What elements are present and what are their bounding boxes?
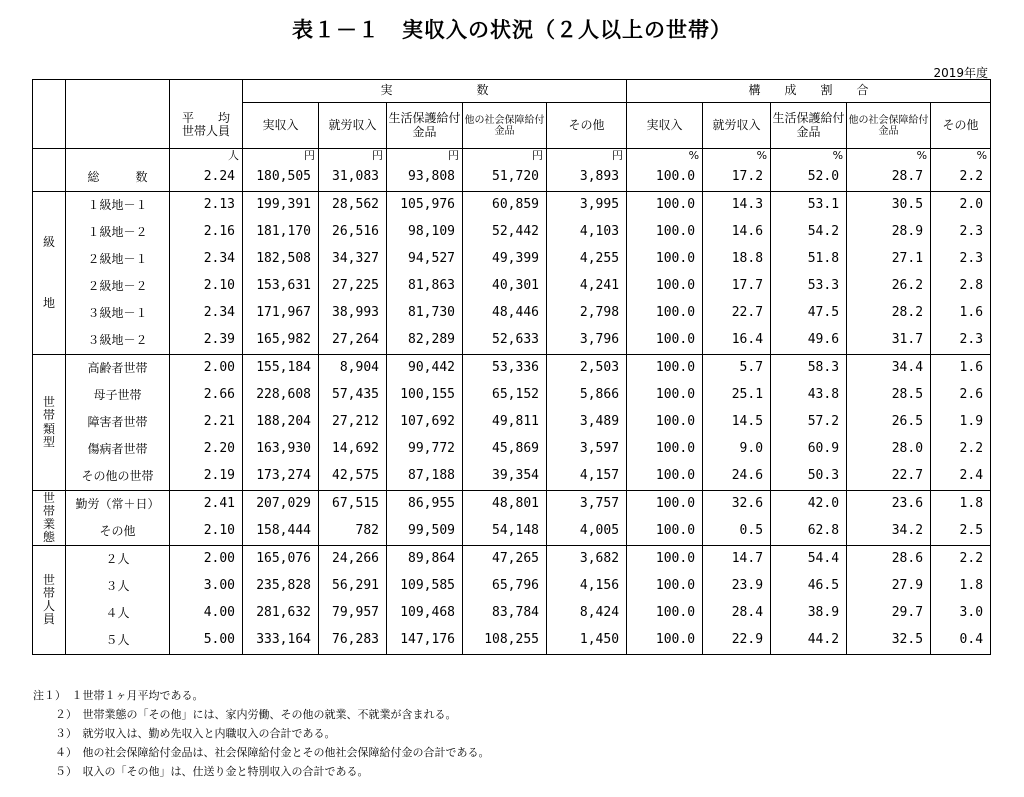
value-cell: 2.3 <box>931 219 991 246</box>
value-cell: 4,255 <box>547 246 627 273</box>
note: ２） 世帯業態の「その他」には、家内労働、その他の就業、不就業が含まれる。 <box>33 708 457 721</box>
value-cell: 2.2 <box>931 436 991 463</box>
value-cell: 2.3 <box>931 327 991 355</box>
value-cell: 29.7 <box>847 600 931 627</box>
value-cell: 28.6 <box>847 546 931 574</box>
table-row <box>33 463 991 491</box>
value-cell: 53.3 <box>771 273 847 300</box>
group-label <box>33 491 66 546</box>
value-cell: 58.3 <box>771 355 847 383</box>
group-cell <box>33 149 66 192</box>
row-label: 総 数 <box>66 164 170 192</box>
notes <box>33 686 490 781</box>
col-shuro: 就労収入 <box>319 103 387 149</box>
group-label-char: 態 <box>42 530 55 545</box>
row-label: ５人 <box>66 627 170 655</box>
value-cell: 40,301 <box>463 273 547 300</box>
value-cell: 3,893 <box>547 164 627 192</box>
value-cell: 100.0 <box>627 327 703 355</box>
value-cell: 23.6 <box>847 491 931 519</box>
value-cell: 22.7 <box>703 300 771 327</box>
row-label: ２級地－１ <box>66 246 170 273</box>
value-cell: 54.2 <box>771 219 847 246</box>
value-cell: 100.0 <box>627 219 703 246</box>
value-cell: 109,585 <box>387 573 463 600</box>
value-cell: 62.8 <box>771 518 847 546</box>
value-cell: 2.34 <box>170 246 243 273</box>
units-row <box>33 149 991 165</box>
value-cell: 42.0 <box>771 491 847 519</box>
value-cell: 9.0 <box>703 436 771 463</box>
value-cell: 60,859 <box>463 192 547 220</box>
table-row <box>33 546 991 574</box>
value-cell: 181,170 <box>243 219 319 246</box>
unit-cell: % <box>771 149 847 165</box>
unit-cell: 円 <box>463 149 547 165</box>
value-cell: 52.0 <box>771 164 847 192</box>
group-label <box>33 546 66 655</box>
value-cell: 42,575 <box>319 463 387 491</box>
table-row <box>33 164 991 192</box>
header-heikin-top <box>170 80 243 103</box>
value-cell: 49,811 <box>463 409 547 436</box>
value-cell: 100.0 <box>627 246 703 273</box>
table-row <box>33 273 991 300</box>
value-cell: 153,631 <box>243 273 319 300</box>
value-cell: 24,266 <box>319 546 387 574</box>
value-cell: 2.34 <box>170 300 243 327</box>
value-cell: 27.1 <box>847 246 931 273</box>
value-cell: 28.4 <box>703 600 771 627</box>
value-cell: 2.0 <box>931 192 991 220</box>
value-cell: 3,796 <box>547 327 627 355</box>
note: ４） 他の社会保障給付金品は、社会保障給付金とその他社会保障給付金の合計である。 <box>33 746 490 759</box>
value-cell: 31.7 <box>847 327 931 355</box>
group-label-char: 地 <box>42 296 55 310</box>
year-label: 2019年度 <box>933 66 988 80</box>
value-cell: 100.0 <box>627 409 703 436</box>
group-label <box>33 355 66 491</box>
row-label: 傷病者世帯 <box>66 436 170 463</box>
unit-cell: % <box>703 149 771 165</box>
value-cell: 32.6 <box>703 491 771 519</box>
value-cell: 2.2 <box>931 164 991 192</box>
value-cell: 108,255 <box>463 627 547 655</box>
row-label: その他 <box>66 518 170 546</box>
value-cell: 2.19 <box>170 463 243 491</box>
value-cell: 27.9 <box>847 573 931 600</box>
value-cell: 38.9 <box>771 600 847 627</box>
col2-sonota: その他 <box>931 103 991 149</box>
group-label-char: 業 <box>42 517 55 531</box>
group-label-char: 世 <box>42 572 55 587</box>
value-cell: 199,391 <box>243 192 319 220</box>
value-cell: 34.2 <box>847 518 931 546</box>
value-cell: 98,109 <box>387 219 463 246</box>
value-cell: 4,157 <box>547 463 627 491</box>
value-cell: 28.7 <box>847 164 931 192</box>
value-cell: 57.2 <box>771 409 847 436</box>
value-cell: 89,864 <box>387 546 463 574</box>
value-cell: 49,399 <box>463 246 547 273</box>
value-cell: 17.7 <box>703 273 771 300</box>
value-cell: 34.4 <box>847 355 931 383</box>
value-cell: 8,904 <box>319 355 387 383</box>
value-cell: 53,336 <box>463 355 547 383</box>
value-cell: 147,176 <box>387 627 463 655</box>
value-cell: 65,796 <box>463 573 547 600</box>
value-cell: 188,204 <box>243 409 319 436</box>
col2-shakaihosho: 他の社会保障給付金品 <box>847 103 931 149</box>
table-row <box>33 192 991 220</box>
unit-cell: 人 <box>170 149 243 165</box>
value-cell: 3.00 <box>170 573 243 600</box>
header-heikin: 平 均 世帯人員 <box>170 103 243 149</box>
col2-shuro: 就労収入 <box>703 103 771 149</box>
value-cell: 52,442 <box>463 219 547 246</box>
value-cell: 16.4 <box>703 327 771 355</box>
value-cell: 28.0 <box>847 436 931 463</box>
value-cell: 65,152 <box>463 382 547 409</box>
header-jissu: 実 数 <box>243 80 627 103</box>
value-cell: 100.0 <box>627 436 703 463</box>
unit-cell: % <box>931 149 991 165</box>
value-cell: 46.5 <box>771 573 847 600</box>
value-cell: 56,291 <box>319 573 387 600</box>
value-cell: 100.0 <box>627 518 703 546</box>
row-label: 勤労（常＋日） <box>66 491 170 519</box>
table-row <box>33 491 991 519</box>
table-row <box>33 355 991 383</box>
group-label <box>33 192 66 355</box>
unit-cell: % <box>627 149 703 165</box>
value-cell: 5,866 <box>547 382 627 409</box>
value-cell: 163,930 <box>243 436 319 463</box>
value-cell: 81,730 <box>387 300 463 327</box>
row-label: 高齢者世帯 <box>66 355 170 383</box>
value-cell: 2.8 <box>931 273 991 300</box>
table-row <box>33 436 991 463</box>
header-corner <box>33 80 66 103</box>
label-cell <box>66 149 170 165</box>
value-cell: 51.8 <box>771 246 847 273</box>
value-cell: 100.0 <box>627 192 703 220</box>
row-label: ２級地－２ <box>66 273 170 300</box>
value-cell: 79,957 <box>319 600 387 627</box>
page-title: 表１－１ 実収入の状況（２人以上の世帯） <box>292 18 732 42</box>
value-cell: 52,633 <box>463 327 547 355</box>
unit-cell: % <box>847 149 931 165</box>
value-cell: 4,103 <box>547 219 627 246</box>
value-cell: 100.0 <box>627 627 703 655</box>
value-cell: 1.9 <box>931 409 991 436</box>
value-cell: 100.0 <box>627 300 703 327</box>
value-cell: 2.21 <box>170 409 243 436</box>
value-cell: 43.8 <box>771 382 847 409</box>
row-label: ４人 <box>66 600 170 627</box>
value-cell: 173,274 <box>243 463 319 491</box>
col2-seikatsuhogo: 生活保護給付金品 <box>771 103 847 149</box>
value-cell: 2.66 <box>170 382 243 409</box>
col-jissyunyu: 実収入 <box>243 103 319 149</box>
value-cell: 99,772 <box>387 436 463 463</box>
value-cell: 2.13 <box>170 192 243 220</box>
col2-jissyunyu: 実収入 <box>627 103 703 149</box>
table-row <box>33 573 991 600</box>
value-cell: 26.2 <box>847 273 931 300</box>
value-cell: 5.7 <box>703 355 771 383</box>
value-cell: 45,869 <box>463 436 547 463</box>
value-cell: 94,527 <box>387 246 463 273</box>
value-cell: 76,283 <box>319 627 387 655</box>
value-cell: 25.1 <box>703 382 771 409</box>
row-label: ２人 <box>66 546 170 574</box>
value-cell: 83,784 <box>463 600 547 627</box>
value-cell: 22.9 <box>703 627 771 655</box>
value-cell: 2.2 <box>931 546 991 574</box>
value-cell: 4,156 <box>547 573 627 600</box>
group-label-char: 員 <box>42 612 55 627</box>
value-cell: 30.5 <box>847 192 931 220</box>
value-cell: 1.6 <box>931 300 991 327</box>
col-seikatsuhogo: 生活保護給付金品 <box>387 103 463 149</box>
value-cell: 100.0 <box>627 273 703 300</box>
value-cell: 333,164 <box>243 627 319 655</box>
value-cell: 281,632 <box>243 600 319 627</box>
value-cell: 2.20 <box>170 436 243 463</box>
unit-cell: 円 <box>547 149 627 165</box>
value-cell: 2.5 <box>931 518 991 546</box>
value-cell: 27,212 <box>319 409 387 436</box>
value-cell: 14.5 <box>703 409 771 436</box>
group-label-char: 級 <box>42 234 55 249</box>
group-label-char: 世 <box>42 395 55 410</box>
value-cell: 2.41 <box>170 491 243 519</box>
table-row <box>33 518 991 546</box>
note: 注１） １世帯１ヶ月平均である。 <box>33 689 204 702</box>
table-row <box>33 409 991 436</box>
value-cell: 100.0 <box>627 491 703 519</box>
value-cell: 34,327 <box>319 246 387 273</box>
value-cell: 100,155 <box>387 382 463 409</box>
value-cell: 5.00 <box>170 627 243 655</box>
value-cell: 2.24 <box>170 164 243 192</box>
value-cell: 14.7 <box>703 546 771 574</box>
value-cell: 27,225 <box>319 273 387 300</box>
value-cell: 165,982 <box>243 327 319 355</box>
value-cell: 4.00 <box>170 600 243 627</box>
value-cell: 44.2 <box>771 627 847 655</box>
row-label: ３級地－１ <box>66 300 170 327</box>
value-cell: 51,720 <box>463 164 547 192</box>
row-label: １級地－２ <box>66 219 170 246</box>
value-cell: 26.5 <box>847 409 931 436</box>
value-cell: 54,148 <box>463 518 547 546</box>
row-label: その他の世帯 <box>66 463 170 491</box>
value-cell: 235,828 <box>243 573 319 600</box>
value-cell: 60.9 <box>771 436 847 463</box>
value-cell: 228,608 <box>243 382 319 409</box>
table-row <box>33 300 991 327</box>
value-cell: 93,808 <box>387 164 463 192</box>
table-row <box>33 600 991 627</box>
value-cell: 57,435 <box>319 382 387 409</box>
value-cell: 100.0 <box>627 546 703 574</box>
header-kosei: 構 成 割 合 <box>627 80 991 103</box>
value-cell: 3,597 <box>547 436 627 463</box>
value-cell: 782 <box>319 518 387 546</box>
value-cell: 1.8 <box>931 573 991 600</box>
value-cell: 2.10 <box>170 273 243 300</box>
col-sonota: その他 <box>547 103 627 149</box>
value-cell: 4,241 <box>547 273 627 300</box>
value-cell: 48,446 <box>463 300 547 327</box>
value-cell: 2.00 <box>170 355 243 383</box>
value-cell: 27,264 <box>319 327 387 355</box>
value-cell: 171,967 <box>243 300 319 327</box>
value-cell: 1,450 <box>547 627 627 655</box>
group-label-char: 類 <box>42 421 55 436</box>
value-cell: 107,692 <box>387 409 463 436</box>
value-cell: 3,682 <box>547 546 627 574</box>
group-label-char: 帯 <box>42 408 55 423</box>
note: ５） 収入の「その他」は、仕送り金と特別収入の合計である。 <box>33 765 369 778</box>
row-label: 母子世帯 <box>66 382 170 409</box>
value-cell: 2.39 <box>170 327 243 355</box>
row-label: 障害者世帯 <box>66 409 170 436</box>
value-cell: 81,863 <box>387 273 463 300</box>
value-cell: 53.1 <box>771 192 847 220</box>
group-label-char: 型 <box>42 434 55 449</box>
value-cell: 50.3 <box>771 463 847 491</box>
group-label-char: 帯 <box>42 503 55 518</box>
table-row <box>33 246 991 273</box>
value-cell: 2.6 <box>931 382 991 409</box>
value-cell: 3,995 <box>547 192 627 220</box>
value-cell: 2.00 <box>170 546 243 574</box>
value-cell: 28.9 <box>847 219 931 246</box>
table-row <box>33 382 991 409</box>
value-cell: 3.0 <box>931 600 991 627</box>
table-row <box>33 327 991 355</box>
value-cell: 82,289 <box>387 327 463 355</box>
value-cell: 0.5 <box>703 518 771 546</box>
value-cell: 47,265 <box>463 546 547 574</box>
group-label-char: 人 <box>42 599 55 613</box>
value-cell: 90,442 <box>387 355 463 383</box>
group-label-char: 帯 <box>42 585 55 600</box>
value-cell: 86,955 <box>387 491 463 519</box>
value-cell: 158,444 <box>243 518 319 546</box>
value-cell: 2.16 <box>170 219 243 246</box>
value-cell: 31,083 <box>319 164 387 192</box>
group-label-char: 世 <box>42 490 55 505</box>
value-cell: 17.2 <box>703 164 771 192</box>
value-cell: 22.7 <box>847 463 931 491</box>
value-cell: 23.9 <box>703 573 771 600</box>
value-cell: 4,005 <box>547 518 627 546</box>
value-cell: 1.8 <box>931 491 991 519</box>
unit-cell: 円 <box>319 149 387 165</box>
unit-cell: 円 <box>387 149 463 165</box>
value-cell: 100.0 <box>627 573 703 600</box>
value-cell: 14.6 <box>703 219 771 246</box>
note: ３） 就労収入は、勤め先収入と内職収入の合計である。 <box>33 727 336 740</box>
value-cell: 100.0 <box>627 382 703 409</box>
value-cell: 3,757 <box>547 491 627 519</box>
value-cell: 18.8 <box>703 246 771 273</box>
value-cell: 1.6 <box>931 355 991 383</box>
value-cell: 100.0 <box>627 463 703 491</box>
value-cell: 100.0 <box>627 600 703 627</box>
income-table <box>32 79 991 655</box>
col-shakaihosho: 他の社会保障給付金品 <box>463 103 547 149</box>
value-cell: 165,076 <box>243 546 319 574</box>
value-cell: 54.4 <box>771 546 847 574</box>
value-cell: 0.4 <box>931 627 991 655</box>
row-label: ３人 <box>66 573 170 600</box>
value-cell: 3,489 <box>547 409 627 436</box>
value-cell: 48,801 <box>463 491 547 519</box>
value-cell: 100.0 <box>627 355 703 383</box>
value-cell: 2.10 <box>170 518 243 546</box>
row-label: ３級地－２ <box>66 327 170 355</box>
value-cell: 2,503 <box>547 355 627 383</box>
value-cell: 155,184 <box>243 355 319 383</box>
value-cell: 99,509 <box>387 518 463 546</box>
value-cell: 49.6 <box>771 327 847 355</box>
value-cell: 207,029 <box>243 491 319 519</box>
table-row <box>33 219 991 246</box>
value-cell: 28,562 <box>319 192 387 220</box>
value-cell: 105,976 <box>387 192 463 220</box>
value-cell: 32.5 <box>847 627 931 655</box>
value-cell: 24.6 <box>703 463 771 491</box>
value-cell: 100.0 <box>627 164 703 192</box>
value-cell: 28.5 <box>847 382 931 409</box>
value-cell: 109,468 <box>387 600 463 627</box>
row-label: １級地－１ <box>66 192 170 220</box>
value-cell: 14,692 <box>319 436 387 463</box>
header-corner <box>66 80 170 103</box>
value-cell: 28.2 <box>847 300 931 327</box>
value-cell: 47.5 <box>771 300 847 327</box>
value-cell: 2.4 <box>931 463 991 491</box>
value-cell: 38,993 <box>319 300 387 327</box>
value-cell: 39,354 <box>463 463 547 491</box>
table-row <box>33 627 991 655</box>
value-cell: 87,188 <box>387 463 463 491</box>
value-cell: 180,505 <box>243 164 319 192</box>
value-cell: 67,515 <box>319 491 387 519</box>
value-cell: 182,508 <box>243 246 319 273</box>
value-cell: 26,516 <box>319 219 387 246</box>
value-cell: 2,798 <box>547 300 627 327</box>
value-cell: 14.3 <box>703 192 771 220</box>
unit-cell: 円 <box>243 149 319 165</box>
value-cell: 8,424 <box>547 600 627 627</box>
value-cell: 2.3 <box>931 246 991 273</box>
